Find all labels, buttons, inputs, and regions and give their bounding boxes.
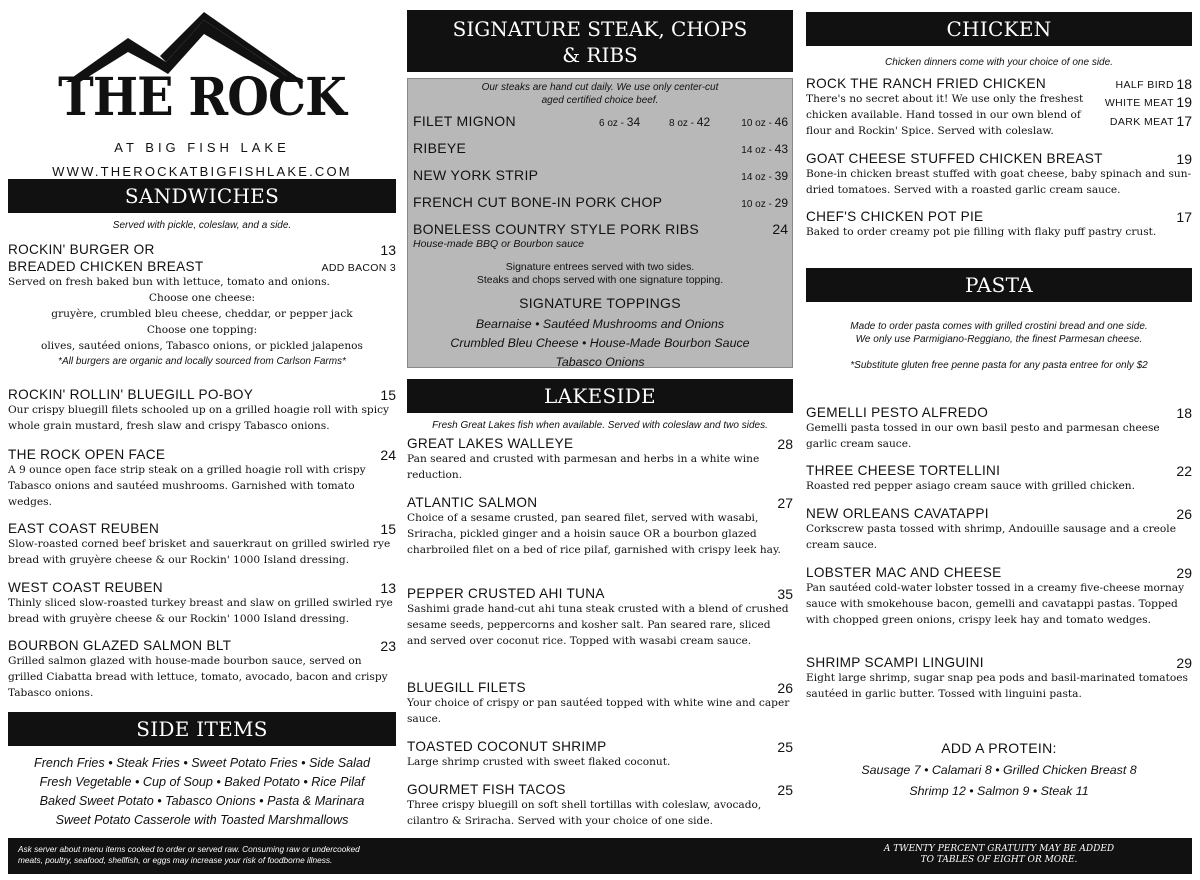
lakeside-header: LAKESIDE <box>407 379 793 413</box>
pasta-header: PASTA <box>806 268 1192 302</box>
pasta-note <box>806 320 1192 346</box>
item-description: Pan seared and crusted with parmesan and herbs in a white wine reduction. <box>407 453 760 481</box>
topping-line: Bearnaise • Sautéed Mushrooms and Onions <box>475 317 725 331</box>
item-description: Eight large shrimp, sugar snap pea pods and basil-marinated tomatoes sautéed in garlic butter. Tossed with linguini pasta. <box>806 672 1188 700</box>
item-price: 13 <box>380 580 396 596</box>
item-description: Gemelli pasta tossed in our own basil pesto and parmesan cheese garlic cream sauce. <box>806 422 1160 450</box>
addon-price: ADD BACON 3 <box>321 262 396 274</box>
item-description: Served on fresh baked bun with lettuce, tomato and onions. <box>8 276 330 288</box>
item-price: 15 <box>380 387 396 403</box>
item-name: FILET MIGNON <box>413 113 516 129</box>
steak-row-ribeye <box>413 140 788 156</box>
size-price: 10 oz - 29 <box>741 196 788 210</box>
item-name: ROCK THE RANCH FRIED CHICKEN <box>806 76 1047 91</box>
option-label: HALF BIRD <box>1115 79 1174 91</box>
topping-options: olives, sautéed onions, Tabasco onions, or pickled jalapenos <box>41 340 363 352</box>
chicken-header: CHICKEN <box>806 12 1192 46</box>
choose-topping: Choose one topping: <box>146 324 258 336</box>
topping-line: Tabasco Onions <box>555 355 645 369</box>
entree-note <box>408 261 792 287</box>
gratuity-line: A TWENTY PERCENT GRATUITY MAY BE ADDED <box>883 844 1115 854</box>
item-description: Corkscrew pasta tossed with shrimp, Andouille sausage and a creole cream sauce. <box>806 523 1176 551</box>
menu-item <box>8 580 396 627</box>
protein-options: Sausage 7 • Calamari 8 • Grilled Chicken Breast 8 <box>861 763 1137 777</box>
middle-column <box>407 0 793 838</box>
steak-row-filet <box>413 113 788 129</box>
gluten-free-note: *Substitute gluten free penne pasta for any pasta entree for only $2 <box>850 360 1148 371</box>
option-price: 18 <box>1176 76 1192 92</box>
item-description: Baked to order creamy pot pie filling with flaky puff pastry crust. <box>806 226 1157 238</box>
menu-item <box>806 655 1192 702</box>
item-price: 17 <box>1176 209 1192 225</box>
item-name: TOASTED COCONUT SHRIMP <box>407 739 607 754</box>
item-name: BONELESS COUNTRY STYLE PORK RIBS <box>413 221 700 237</box>
size-price: 14 oz - 43 <box>741 142 788 156</box>
protein-options: Shrimp 12 • Salmon 9 • Steak 11 <box>909 784 1089 798</box>
item-price: 19 <box>1176 151 1192 167</box>
price: 46 <box>774 115 788 129</box>
choose-cheese: Choose one cheese: <box>148 292 256 304</box>
chicken-note: Chicken dinners come with your choice of one side. <box>885 57 1113 68</box>
size: 6 oz <box>599 118 618 129</box>
item-description: Pan sautéed cold-water lobster tossed in a creamy five-cheese mornay sauce with smokehouse bacon, gemelli and cavatappi pastas. Topped with chopped green onions, crispy leek hay and tomato wedges. <box>806 582 1185 626</box>
item-price: 13 <box>380 242 396 258</box>
menu-item <box>8 387 396 434</box>
item-price: 26 <box>777 680 793 696</box>
item-name: EAST COAST REUBEN <box>8 521 160 536</box>
option-price: 19 <box>1176 94 1192 110</box>
pasta-note-line: We only use Parmigiano-Reggiano, the finest Parmesan cheese. <box>855 334 1143 345</box>
steak-row-porkchop <box>413 194 788 210</box>
item-price: 18 <box>1176 405 1192 421</box>
entree-note-line: Steaks and chops served with one signature topping. <box>476 274 724 286</box>
menu-item <box>806 565 1192 628</box>
topping-line: Crumbled Bleu Cheese • House-Made Bourbon Sauce <box>450 336 750 350</box>
menu-item <box>407 680 793 727</box>
menu-item <box>806 463 1192 494</box>
raw-food-warning <box>8 838 396 874</box>
menu-item <box>407 586 793 649</box>
item-description: A 9 ounce open face strip steak on a grilled hoagie roll with crispy Tabasco onions and sautéed mushrooms. Garnished with tomato wedges. <box>8 464 366 508</box>
item-name: GREAT LAKES WALLEYE <box>407 436 574 451</box>
option-price: 17 <box>1176 113 1192 129</box>
item-name: BREADED CHICKEN BREAST <box>8 259 204 274</box>
item-name: NEW ORLEANS CAVATAPPI <box>806 506 989 521</box>
item-description: Roasted red pepper asiago cream sauce with grilled chicken. <box>806 480 1135 492</box>
item-price: 26 <box>1176 506 1192 522</box>
item-name: NEW YORK STRIP <box>413 167 539 183</box>
toppings-title: SIGNATURE TOPPINGS <box>519 295 681 311</box>
item-name: GOAT CHEESE STUFFED CHICKEN BREAST <box>806 151 1103 166</box>
size: 8 oz <box>669 118 688 129</box>
item-name: ROCKIN' BURGER OR <box>8 242 155 257</box>
item-description: Three crispy bluegill on soft shell tortillas with coleslaw, avocado, cilantro & Sriracha. Served with your choice of one side. <box>407 799 762 827</box>
menu-item <box>407 495 793 558</box>
item-name: FRENCH CUT BONE-IN PORK CHOP <box>413 194 663 210</box>
side-line: Fresh Vegetable • Cup of Soup • Baked Potato • Rice Pilaf <box>39 775 365 789</box>
item-name: PEPPER CRUSTED AHI TUNA <box>407 586 605 601</box>
item-price: 22 <box>1176 463 1192 479</box>
steak-row-nystrip <box>413 167 788 183</box>
menu-item <box>8 521 396 568</box>
menu-item-ranch <box>806 76 1192 139</box>
item-name: GEMELLI PESTO ALFREDO <box>806 405 989 420</box>
item-price: 27 <box>777 495 793 511</box>
item-name: GOURMET FISH TACOS <box>407 782 566 797</box>
organic-note: *All burgers are organic and locally sourced from Carlson Farms* <box>58 356 346 367</box>
sandwiches-header: SANDWICHES <box>8 179 396 213</box>
item-description: Thinly sliced slow-roasted turkey breast and slaw on grilled swirled rye bread with gruyère cheese & our Rockin' 1000 Island dressing. <box>8 597 393 625</box>
footer-bar-middle <box>396 838 806 874</box>
item-name: BLUEGILL FILETS <box>407 680 526 695</box>
size-price: 6 oz - 34 <box>599 115 641 129</box>
steak-title-line: & RIBS <box>562 43 638 67</box>
price: 34 <box>626 115 641 129</box>
item-name: THREE CHEESE TORTELLINI <box>806 463 1001 478</box>
warning-line: Ask server about menu items cooked to order or served raw. Consuming raw or undercooked <box>18 844 360 854</box>
steak-row-ribs <box>413 221 788 250</box>
logo-subtitle: AT BIG FISH LAKE <box>114 140 290 155</box>
option-label: WHITE MEAT <box>1104 97 1174 109</box>
steak-note-line: Our steaks are hand cut daily. We use only center-cut <box>481 82 719 93</box>
size-price: 10 oz - 46 <box>741 115 788 129</box>
menu-item <box>806 405 1192 452</box>
item-description: Grilled salmon glazed with house-made bourbon sauce, served on grilled Ciabatta bread with lettuce, tomato, avocado, bacon and crispy Tabasco onions. <box>8 655 388 699</box>
cheese-options: gruyère, crumbled bleu cheese, cheddar, or pepper jack <box>51 308 353 320</box>
size: 14 oz <box>741 172 766 183</box>
item-description: Our crispy bluegill filets schooled up on a grilled hoagie roll with spicy whole grain mustard, fresh slaw and crispy Tabasco onions. <box>8 404 389 432</box>
item-description: House-made BBQ or Bourbon sauce <box>413 238 585 250</box>
steak-note <box>408 81 792 107</box>
menu-item <box>806 151 1192 198</box>
menu-item <box>8 638 396 701</box>
item-price: 28 <box>777 436 793 452</box>
item-name: WEST COAST REUBEN <box>8 580 163 595</box>
item-name: ROCKIN' ROLLIN' BLUEGILL PO-BOY <box>8 387 254 402</box>
restaurant-logo <box>8 12 396 179</box>
item-name: BOURBON GLAZED SALMON BLT <box>8 638 232 653</box>
price: 42 <box>696 115 711 129</box>
side-items-header: SIDE ITEMS <box>8 712 396 746</box>
item-description: Slow-roasted corned beef brisket and sauerkraut on grilled swirled rye bread with gruyère cheese & our Rockin' 1000 Island dressing. <box>8 538 391 566</box>
item-name: SHRIMP SCAMPI LINGUINI <box>806 655 984 670</box>
logo-title: THE ROCK <box>58 67 346 128</box>
sandwiches-note: Served with pickle, coleslaw, and a side. <box>112 220 292 231</box>
price: 39 <box>774 169 788 183</box>
menu-item <box>407 782 793 829</box>
item-description: Choice of a sesame crusted, pan seared filet, served with wasabi, Sriracha, pickled ginger and a hoisin sauce OR a bourbon glazed charbroiled filet on a bed of rice pilaf, garnished with crispy leek hay. <box>407 512 781 556</box>
item-name: THE ROCK OPEN FACE <box>8 447 166 462</box>
item-name: RIBEYE <box>413 140 467 156</box>
menu-item <box>8 447 396 510</box>
menu-item <box>407 739 793 770</box>
item-price: 23 <box>380 638 396 654</box>
add-protein-title: ADD A PROTEIN: <box>941 740 1057 756</box>
item-description: Large shrimp crusted with sweet flaked coconut. <box>407 756 671 768</box>
item-price: 29 <box>1176 565 1192 581</box>
size: 10 oz <box>741 199 766 210</box>
item-name: LOBSTER MAC AND CHEESE <box>806 565 1002 580</box>
side-line: French Fries • Steak Fries • Sweet Potato Fries • Side Salad <box>34 756 370 770</box>
price: 29 <box>774 196 788 210</box>
gratuity-line: TO TABLES OF EIGHT OR MORE. <box>920 855 1078 865</box>
size: 14 oz <box>741 145 766 156</box>
warning-line: meats, poultry, seafood, shellfish, or eggs may increase your risk of foodborne illness. <box>18 854 333 865</box>
entree-note-line: Signature entrees served with two sides. <box>505 261 695 273</box>
side-line: Sweet Potato Casserole with Toasted Marshmallows <box>55 813 349 827</box>
item-price: 29 <box>1176 655 1192 671</box>
option-label: DARK MEAT <box>1109 116 1174 128</box>
item-price: 35 <box>777 586 793 602</box>
item-description: Your choice of crispy or pan sautéed topped with white wine and caper sauce. <box>407 697 790 725</box>
gratuity-note <box>806 838 1192 874</box>
item-price: 15 <box>380 521 396 537</box>
side-line: Baked Sweet Potato • Tabasco Onions • Pasta & Marinara <box>39 794 365 808</box>
steak-title-line: SIGNATURE STEAK, CHOPS <box>452 17 748 41</box>
left-column <box>8 0 396 838</box>
toppings-list <box>408 315 792 372</box>
price: 43 <box>774 142 788 156</box>
lakeside-note: Fresh Great Lakes fish when available. Served with coleslaw and two sides. <box>432 420 768 431</box>
menu-item <box>806 506 1192 553</box>
steak-header <box>407 10 793 72</box>
add-protein-section <box>806 740 1192 802</box>
menu-item-burger <box>8 242 396 367</box>
item-description: Bone-in chicken breast stuffed with goat cheese, baby spinach and sun-dried tomatoes. Served with a roasted garlic cream sauce. <box>806 168 1192 196</box>
right-column <box>806 0 1192 838</box>
steak-note-line: aged certified choice beef. <box>541 95 659 106</box>
website-link[interactable]: WWW.THEROCKATBIGFISHLAKE.COM <box>52 164 352 179</box>
size: 10 oz <box>741 118 766 129</box>
item-name: CHEF'S CHICKEN POT PIE <box>806 209 984 224</box>
menu-item <box>407 436 793 483</box>
item-price: 25 <box>777 782 793 798</box>
pasta-note-line: Made to order pasta comes with grilled crostini bread and one side. <box>850 321 1148 332</box>
item-price: 24 <box>380 447 396 463</box>
steak-panel <box>407 78 793 368</box>
item-description: There's no secret about it! We use only the freshest chicken available. Hand tossed in our own blend of flour and Rockin' Spice. Served with coleslaw. <box>806 93 1084 137</box>
side-items-list <box>8 754 396 830</box>
menu-item <box>806 209 1192 240</box>
item-description: Sashimi grade hand-cut ahi tuna steak crusted with a blend of crushed sesame seeds, peppercorns and kosher salt. Pan seared rare, sliced and served over coconut rice. Topped with wasabi cream sauce. <box>407 603 789 647</box>
size-price: 8 oz - 42 <box>669 115 711 129</box>
item-name: ATLANTIC SALMON <box>407 495 538 510</box>
item-price: 25 <box>777 739 793 755</box>
item-price: 24 <box>772 221 788 237</box>
size-price: 14 oz - 39 <box>741 169 788 183</box>
